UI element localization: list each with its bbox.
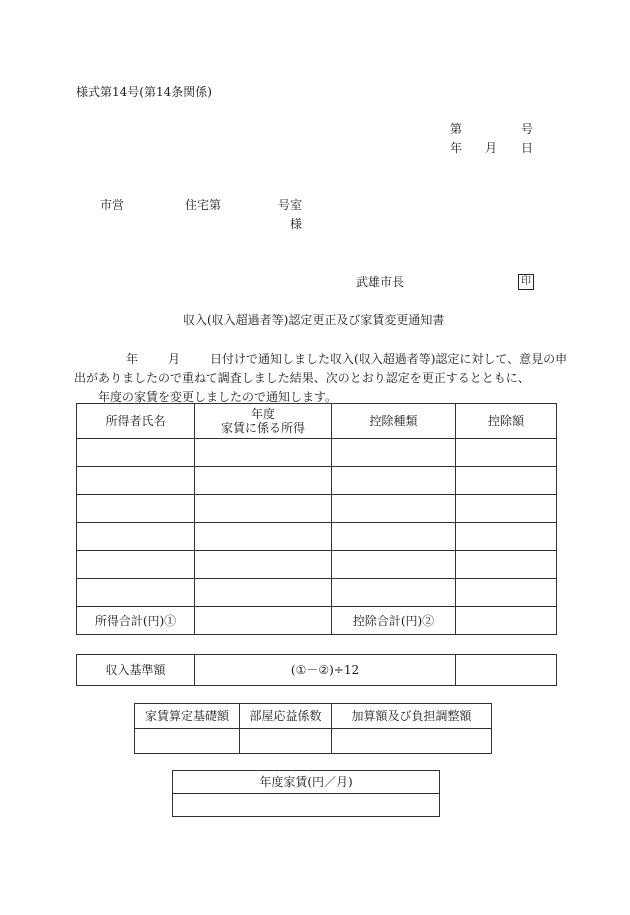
income-standard-label: 収入基準額	[77, 655, 195, 686]
table-row	[77, 439, 557, 467]
header-deduction-type: 控除種類	[332, 404, 456, 439]
income-standard-value	[456, 655, 557, 686]
date-day: 日	[521, 141, 534, 155]
rent-basis-header	[135, 704, 492, 729]
notice-line-1	[86, 350, 566, 369]
total-deduction-value	[456, 607, 557, 635]
date-month: 月	[485, 141, 498, 155]
rent-basis-table	[134, 703, 492, 754]
header-annual-rent: 年度家賃(円／月)	[173, 771, 440, 794]
notice-year: 年	[126, 352, 139, 366]
header-room-coefficient: 部屋応益係数	[240, 704, 332, 729]
header-income-label: 家賃に係る所得	[220, 421, 305, 435]
header-rent-income	[195, 404, 332, 439]
annual-rent-header	[173, 771, 440, 794]
notice-month: 月	[168, 352, 181, 366]
table-row	[77, 495, 557, 523]
header-income-year: 年度	[250, 407, 275, 421]
document-title: 収入(収入超過者等)認定更正及び家賃変更通知書	[183, 313, 445, 327]
rent-basis-values	[135, 729, 492, 754]
notice-line-3: 年度の家賃を変更しましたので通知します。	[98, 390, 338, 404]
income-standard-table	[76, 654, 557, 686]
addressee-jutaku: 住宅第	[185, 198, 222, 212]
header-adjustment-amount: 加算額及び負担調整額	[332, 704, 492, 729]
addressee-sama: 様	[290, 217, 303, 231]
doc-number-go: 号	[521, 122, 534, 136]
header-deduction-amount: 控除額	[456, 404, 557, 439]
income-table	[76, 403, 557, 635]
table-row	[77, 523, 557, 551]
form-number: 様式第14号(第14条関係)	[76, 85, 212, 99]
date-year: 年	[450, 141, 463, 155]
sender-mayor: 武雄市長	[356, 275, 405, 289]
addressee-goshitsu: 号室	[278, 198, 303, 212]
annual-rent-value	[173, 794, 440, 817]
income-standard-formula: (①－②)÷12	[195, 655, 456, 686]
seal-mark: 印	[518, 274, 534, 290]
notice-line-2: 出がありましたので重ねて調査しました結果、次のとおり認定を更正するとともに、	[74, 371, 530, 385]
notice-body	[74, 350, 568, 407]
total-deduction-label: 控除合計(円)②	[332, 607, 456, 635]
total-income-label: 所得合計(円)①	[77, 607, 195, 635]
addressee-shiei: 市営	[100, 198, 125, 212]
doc-number-dai: 第	[450, 122, 463, 136]
table-row	[77, 467, 557, 495]
table-row	[77, 579, 557, 607]
header-income-name: 所得者氏名	[77, 404, 195, 439]
header-rent-basis-amount: 家賃算定基礎額	[135, 704, 240, 729]
total-income-value	[195, 607, 332, 635]
table-row	[77, 551, 557, 579]
notice-line-1-text: 日付けで通知しました収入(収入超過者等)認定に対して、意見の申	[210, 352, 568, 366]
totals-row	[77, 607, 557, 635]
annual-rent-table	[172, 770, 440, 817]
income-standard-row	[77, 655, 557, 686]
income-table-header	[77, 404, 557, 439]
